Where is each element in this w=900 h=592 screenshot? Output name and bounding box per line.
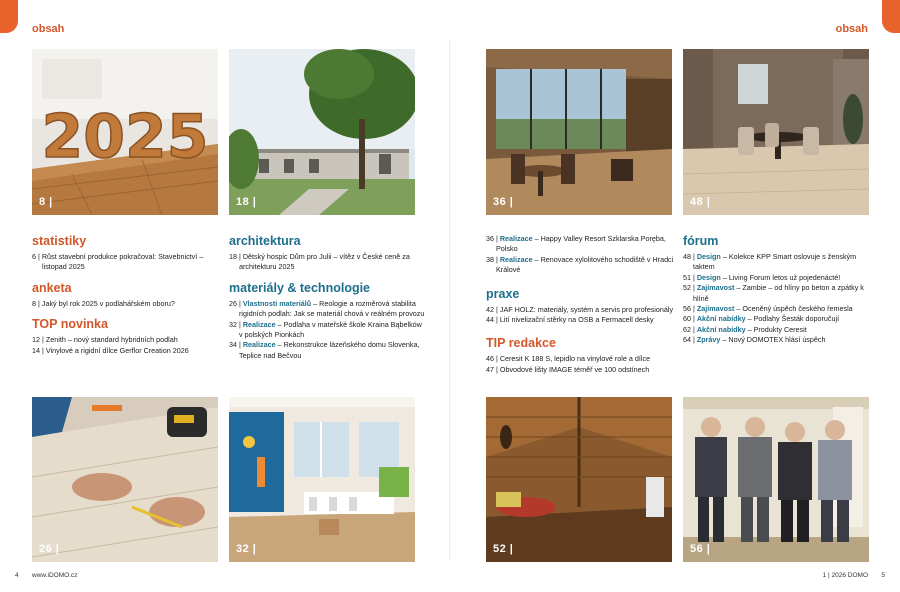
toc-entry[interactable]: 47 | Obvodové lišty IMAGE téměř ve 100 odstínech xyxy=(486,364,650,374)
page-spine xyxy=(449,40,451,560)
dining-room-interior-icon xyxy=(683,49,869,215)
toc-entry[interactable]: 64 | Zprávy – Nový DOMOTEX hlásí úspěch xyxy=(683,335,826,345)
toc-entry[interactable]: 18 | Dětský hospic Dům pro Julii – vítěz v České ceně za architekturu 2025 xyxy=(229,252,410,272)
entry-tag: Design xyxy=(696,252,721,261)
footer-issue: 1 | 2026 DOMO xyxy=(822,572,868,579)
entry-tag: Vlastnosti materiálů xyxy=(242,298,312,308)
entry-tag: Realizace xyxy=(499,254,533,264)
heading-top-novinka: TOP novinka xyxy=(32,317,108,332)
entry-tag: Zajímavost xyxy=(696,283,735,293)
heading-forum: fórum xyxy=(683,234,719,248)
right-section-label: obsah xyxy=(835,23,868,35)
toc-entry[interactable]: 46 | Ceresit K 188 S, lepidlo na vinylové role a dílce xyxy=(486,354,651,364)
photo-floor-installation[interactable] xyxy=(32,397,218,562)
entry-tag: Akční nabídky xyxy=(696,324,746,334)
toc-entry[interactable]: 52 | Zajímavost – Zambie – od hlíny po beton a zpátky k hlíně xyxy=(683,283,864,303)
toc-column-1 xyxy=(32,234,228,356)
entry-tag: Design xyxy=(696,272,721,282)
toc-entry[interactable]: 62 | Akční nabídky – Produkty Ceresit xyxy=(683,324,807,334)
entry-tag: Zprávy xyxy=(696,335,721,345)
toc-entry[interactable]: 32 | Realizace – Podlaha v mateřské škole Kraina Bąbelków v polských Pionkách xyxy=(229,319,422,340)
photo-page-number: 36 | xyxy=(493,196,514,208)
wooden-2025-numbers-icon xyxy=(32,49,218,215)
entry-tag: Realizace xyxy=(242,340,276,350)
toc-entry[interactable]: 51 | Design – Living Forum letos už pojedenácté! xyxy=(683,272,841,282)
left-corner-tab xyxy=(0,0,18,33)
toc-entry[interactable]: 42 | JAF HOLZ: materiály, systém a servis pro profesionály xyxy=(486,304,674,314)
photo-kindergarten[interactable] xyxy=(229,397,415,562)
photo-hospice[interactable] xyxy=(229,49,415,215)
photo-dining-room[interactable] xyxy=(683,49,869,215)
svg-text:2025: 2025 xyxy=(41,102,209,172)
entry-tag: Akční nabídky xyxy=(696,314,746,324)
toc-entry[interactable]: 38 | Realizace – Renovace xylolitového schodiště v Hradci Králové xyxy=(486,254,674,275)
photo-wooden-2025[interactable] xyxy=(32,49,218,215)
footer-right-page-number: 5 xyxy=(881,572,885,579)
heading-anketa: anketa xyxy=(32,280,72,295)
photo-page-number: 18 | xyxy=(236,196,257,208)
photo-resort-interior[interactable] xyxy=(486,49,672,215)
entry-tag: Realizace xyxy=(242,319,276,329)
resort-interior-icon xyxy=(486,49,672,215)
left-section-label: obsah xyxy=(32,23,65,35)
photo-clay-hut[interactable] xyxy=(486,397,672,562)
toc-entry[interactable]: 12 | Zenith – nový standard hybridních podlah xyxy=(32,335,178,345)
toc-column-4 xyxy=(683,234,879,346)
heading-praxe: praxe xyxy=(486,286,520,301)
hospice-building-icon xyxy=(229,49,415,215)
toc-entry[interactable]: 48 | Design – Kolekce KPP Smart oslovuje s ženským taktem xyxy=(683,252,857,272)
toc-entry[interactable]: 56 | Zajímavost – Oceněný úspěch českého řemesla xyxy=(683,304,853,314)
toc-entry[interactable]: 6 | Růst stavební produkce pokračoval: Stavebnictví – listopad 2025 xyxy=(32,252,204,272)
photo-page-number: 32 | xyxy=(236,543,257,555)
entry-tag: Realizace xyxy=(499,234,533,243)
right-corner-tab xyxy=(882,0,900,33)
toc-entry[interactable]: 60 | Akční nabídky – Podlahy Šesták doporučují xyxy=(683,314,840,324)
heading-materialy: materiály & technologie xyxy=(229,280,371,295)
photo-page-number: 52 | xyxy=(493,543,514,555)
group-of-men-icon xyxy=(683,397,869,562)
floor-installation-icon xyxy=(32,397,218,562)
photo-page-number: 26 | xyxy=(39,543,60,555)
heading-statistiky: statistiky xyxy=(32,234,87,248)
photo-page-number: 48 | xyxy=(690,196,711,208)
toc-entry[interactable]: 8 | Jaký byl rok 2025 v podlahářském oboru? xyxy=(32,298,175,308)
footer-website[interactable]: www.iDOMO.cz xyxy=(32,572,78,579)
toc-column-2 xyxy=(229,234,425,361)
toc-entry[interactable]: 26 | Vlastnosti materiálů – Reologie a rozměrová stabilita rigidních podlah: Jak se materiál chová v reálném provozu xyxy=(229,298,425,319)
photo-page-number: 56 | xyxy=(690,543,711,555)
toc-column-3 xyxy=(486,234,682,375)
photo-page-number: 8 | xyxy=(39,196,53,208)
toc-entry[interactable]: 34 | Realizace – Rekonstrukce lázeňského domu Slovenka, Teplice nad Bečvou xyxy=(229,340,420,360)
toc-entry[interactable]: 14 | Vinylové a rigidní dílce Gerflor Creation 2026 xyxy=(32,345,189,355)
photo-group-of-men[interactable] xyxy=(683,397,869,562)
toc-entry[interactable]: 44 | Lití nivelizační stěrky na OSB a Fermacell desky xyxy=(486,315,654,325)
toc-entry[interactable]: 36 | Realizace – Happy Valley Resort Szklarska Poręba, Polsko xyxy=(486,234,666,254)
clay-hut-interior-icon xyxy=(486,397,672,562)
kindergarten-room-icon xyxy=(229,397,415,562)
entry-tag: Zajímavost xyxy=(696,304,735,314)
footer-left-page-number: 4 xyxy=(15,572,19,579)
heading-architektura: architektura xyxy=(229,234,301,248)
heading-tip-redakce: TIP redakce xyxy=(486,336,556,351)
